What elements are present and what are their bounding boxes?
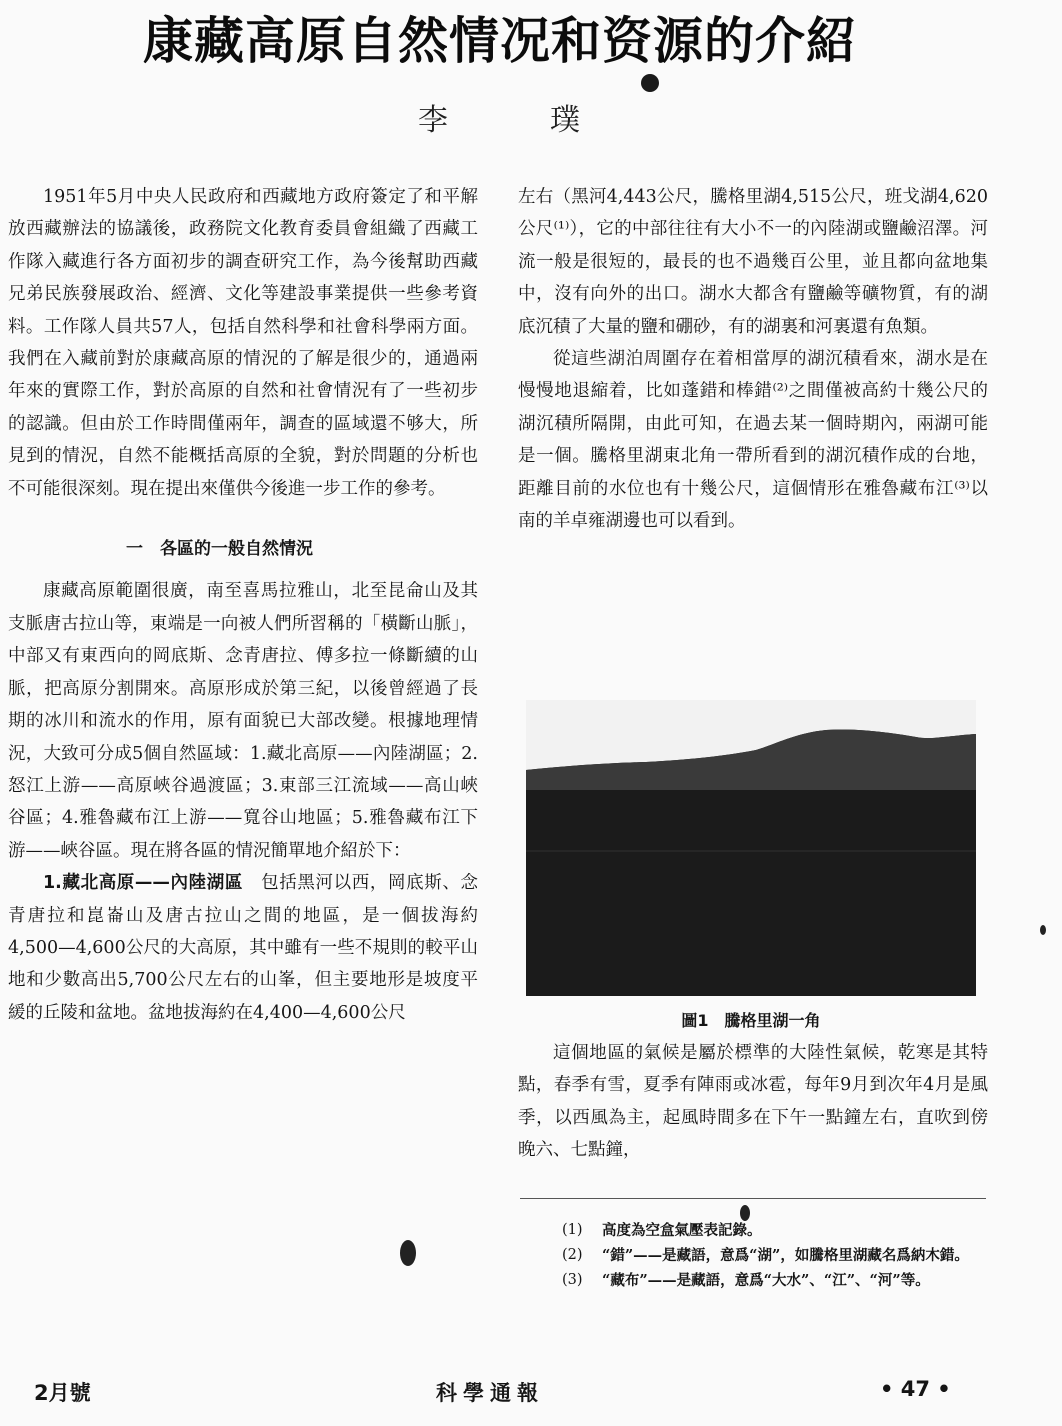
footnote-number: (3) <box>562 1272 583 1288</box>
section-paragraph: 康藏高原範圍很廣，南至喜馬拉雅山，北至昆侖山及其支脈唐古拉山等，東端是一向被人們所習稱的「橫斷山脈」，中部又有東西向的岡底斯、念青唐拉、傅多拉一條斷續的山脈，把高原分割開來。高原形成於第三紀，以後曾經過了長期的冰川和流水的作用，原有面貌已大部改變。根據地理情況，大致可分成5個自然區域：1.藏北高原——內陸湖區；2.怒江上游——高原峽谷過渡區；3.東部三江流域——高山峽谷區；4.雅魯藏布江上游——寬谷山地區；5.雅魯藏布江下游——峽谷區。現在將各區的情況簡單地介紹於下： <box>8 581 478 861</box>
right-column-top <box>518 181 988 537</box>
footer-issue: 2月號 <box>34 1381 91 1405</box>
subsection-text: 包括黑河以西，岡底斯、念青唐拉和崑崙山及唐古拉山之間的地區，是一個拔海約4,500—4,600公尺的大高原，其中雖有一些不規則的較平山地和少數高出5,700公尺左右的山峯，但主要地形是坡度平緩的丘陵和盆地。盆地拔海約在4,400—4,600公尺 <box>8 873 479 1023</box>
footnote-text: “藏布”——是藏語，意爲“大水”、“江”、“河”等。 <box>602 1272 930 1289</box>
print-speck <box>1040 925 1046 935</box>
footnote <box>562 1218 992 1243</box>
subsection-paragraph <box>8 867 478 1029</box>
subsection-heading: 1.藏北高原——內陸湖區 <box>43 873 244 894</box>
footnote <box>562 1243 992 1268</box>
footnote-number: (1) <box>562 1222 583 1238</box>
author-family-name: 璞 <box>550 103 580 138</box>
print-speck <box>740 1205 750 1221</box>
footnote-divider <box>520 1198 986 1199</box>
intro-paragraph: 1951年5月中央人民政府和西藏地方政府簽定了和平解放西藏辦法的協議後，政務院文化教育委員會組織了西藏工作隊入藏進行各方面初步的調查研究工作，為今後幫助西藏兄弟民族發展政治、經濟、文化等建設事業提供一些參考資料。工作隊人員共57人，包括自然科學和社會科學兩方面。我們在入藏前對於康藏高原的情況的了解是很少的，通過兩年來的實際工作，對於高原的自然和社會情況有了一些初步的認識。但由於工作時間僅兩年，調查的區域還不够大，所見到的情況，自然不能概括高原的全貌，對於問題的分析也不可能很深刻。現在提出來僅供今後進一步工作的參考。 <box>8 187 478 499</box>
footnotes <box>562 1218 992 1293</box>
print-speck <box>400 1240 416 1266</box>
figure-photo-lake <box>526 700 976 996</box>
footnote-text: “錯”——是藏語，意爲“湖”，如騰格里湖藏名爲納木錯。 <box>602 1247 969 1264</box>
footer-page-number: • 47 • <box>880 1377 951 1401</box>
title-ornament-dot <box>641 74 659 92</box>
footer-journal-name: 科學通報 <box>436 1381 544 1405</box>
lake-sediment-paragraph: 從這些湖泊周圍存在着相當厚的湖沉積看來，湖水是在慢慢地退縮着，比如蓬錯和棒錯⁽²⁾之間僅被高約十幾公尺的湖沉積所隔開，由此可知，在過去某一個時期內，兩湖可能是一個。騰格里湖東北角一帶所看到的湖沉積作成的台地，距離目前的水位也有十幾公尺，這個情形在雅魯藏布江⁽³⁾以南的羊卓雍湖邊也可以看到。 <box>518 349 988 532</box>
section-heading: 一 各區的一般自然情況 <box>126 539 313 560</box>
author-given-name: 李 <box>418 103 448 138</box>
continued-paragraph: 左右（黑河4,443公尺，騰格里湖4,515公尺，班戈湖4,620公尺⁽¹⁾），它的中部往往有大小不一的內陸湖或鹽鹼沼澤。河流一般是很短的，最長的也不過幾百公里，並且都向盆地集中，沒有向外的出口。湖水大都含有鹽鹼等礦物質，有的湖底沉積了大量的鹽和硼砂，有的湖裏和河裏還有魚類。 <box>518 187 988 337</box>
figure-caption: 圖1 騰格里湖一角 <box>681 1011 821 1030</box>
left-column <box>8 181 478 1029</box>
footnote-number: (2) <box>562 1247 583 1263</box>
climate-paragraph: 這個地區的氣候是屬於標準的大陸性氣候，乾寒是其特點，春季有雪，夏季有陣雨或冰雹，每年9月到次年4月是風季，以西風為主，起風時間多在下午一點鐘左右，直吹到傍晚六、七點鐘， <box>518 1043 988 1161</box>
lake-photo-illustration <box>526 700 976 996</box>
footnote <box>562 1268 992 1293</box>
article-title: 康藏高原自然情况和资源的介紹 <box>143 12 857 70</box>
right-column-bottom <box>518 1037 988 1167</box>
footnote-text: 高度為空盒氣壓表記錄。 <box>602 1222 762 1239</box>
